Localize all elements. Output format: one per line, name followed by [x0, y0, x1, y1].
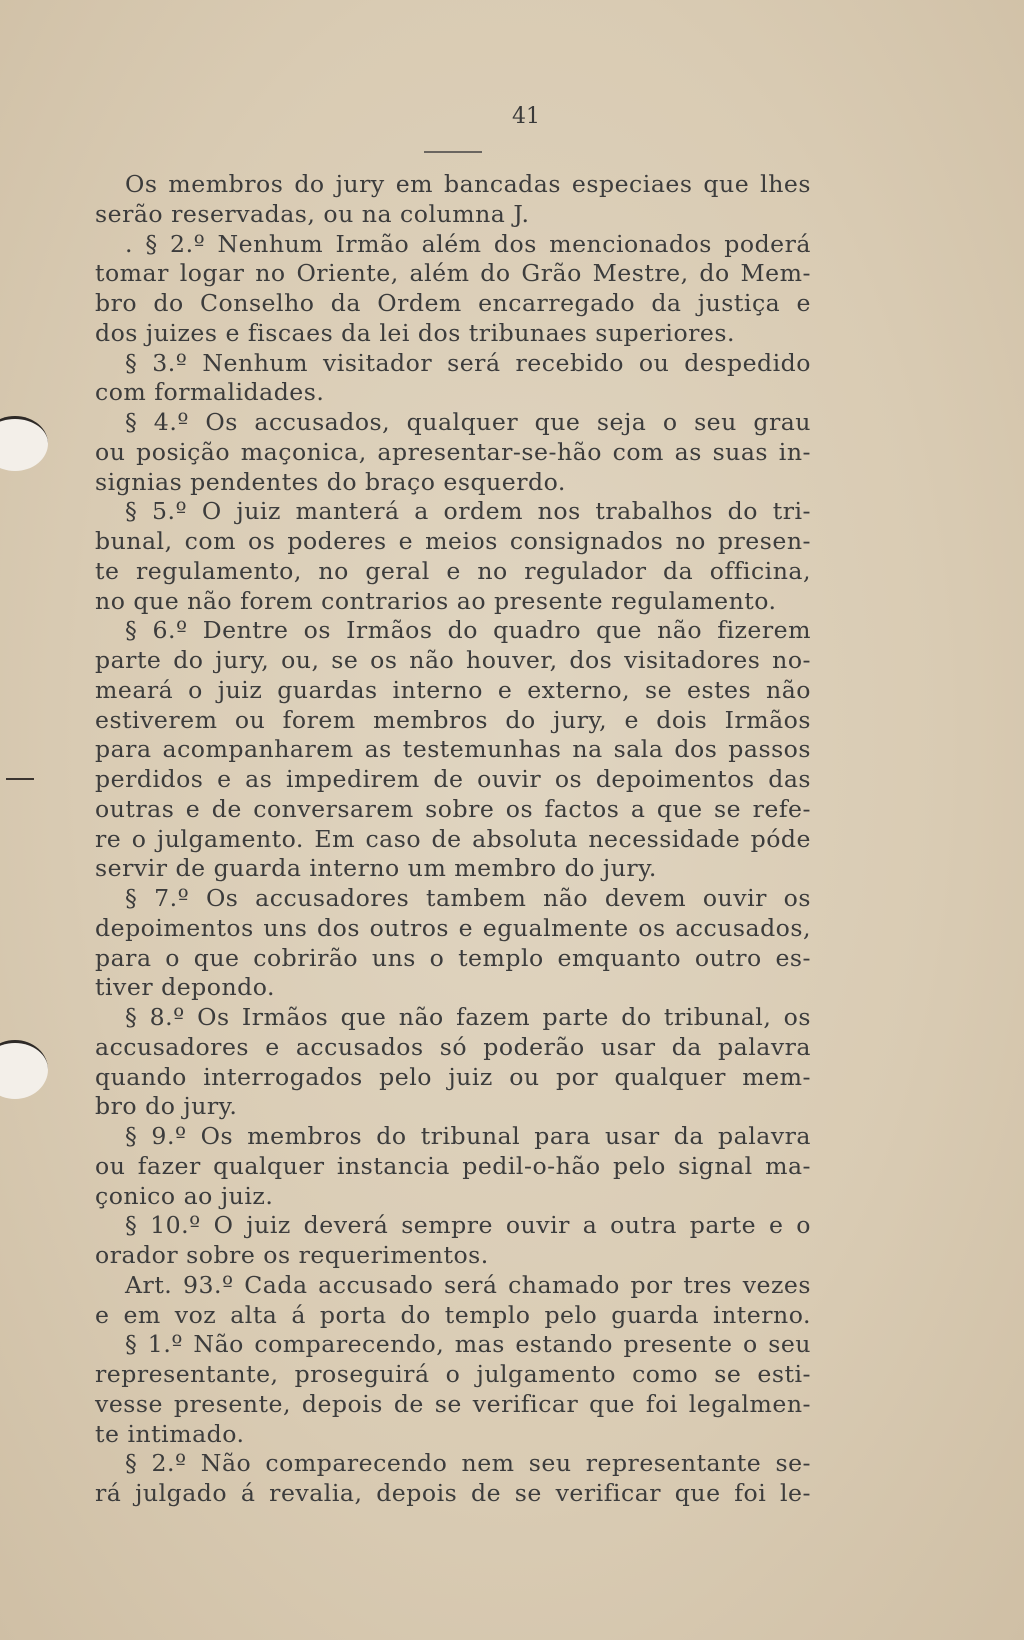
text-line: servir de guarda interno um membro do jury. [95, 854, 657, 883]
text-line: parte do jury, ou, se os não houver, dos visitadores no- [95, 646, 811, 674]
text-line: Art. 93.º Cada accusado será chamado por tres vezes [125, 1270, 811, 1299]
text-line: para o que cobrirão uns o templo emquanto outro es- [95, 943, 811, 972]
text-line: § 4.º Os accusados, qualquer que seja o seu grau [125, 408, 811, 436]
text-line: com formalidades. [95, 378, 325, 407]
text-line: dos juizes e fiscaes da lei dos tribunaes superiores. [95, 318, 735, 347]
page-number: 41 [512, 104, 540, 129]
text-line: re o julgamento. Em caso de absoluta necessidade póde [95, 824, 811, 853]
text-line: perdidos e as impedirem de ouvir os depoimentos das [95, 765, 811, 793]
text-line: quando interrogados pelo juiz ou por qualquer mem- [95, 1062, 811, 1091]
text-line: çonico ao juiz. [95, 1181, 274, 1210]
text-line: § 7.º Os accusadores tambem não devem ouvir os [125, 884, 811, 912]
text-line: bro do Conselho da Ordem encarregado da justiça e [95, 289, 811, 317]
text-line: § 2.º Não comparecendo nem seu representante se- [125, 1449, 811, 1478]
text-line: accusadores e accusados só poderão usar da palavra [95, 1032, 811, 1061]
text-line: rá julgado á revalia, depois de se verificar que foi le- [95, 1479, 811, 1507]
text-line: § 1.º Não comparecendo, mas estando presente o seu [125, 1330, 811, 1359]
text-line: depoimentos uns dos outros e egualmente os accusados, [95, 913, 811, 942]
text-line: ou fazer qualquer instancia pedil-o-hão pelo signal ma- [95, 1151, 811, 1180]
text-line: § 10.º O juiz deverá sempre ouvir a outra parte e o [125, 1211, 811, 1240]
text-line: serão reservadas, ou na columna J. [95, 199, 530, 228]
text-line: § 3.º Nenhum visitador será recebido ou despedido [125, 348, 811, 377]
text-line: para acompanharem as testemunhas na sala dos passos [95, 735, 811, 764]
text-line: § 9.º Os membros do tribunal para usar da palavra [125, 1122, 811, 1150]
text-line: ou posição maçonica, apresentar-se-hão com as suas in- [95, 437, 811, 466]
text-line: orador sobre os requerimentos. [95, 1241, 489, 1269]
body-text [95, 170, 811, 1509]
text-line: te regulamento, no geral e no regulador da officina, [95, 556, 811, 585]
text-line: . § 2.º Nenhum Irmão além dos mencionados poderá [125, 229, 811, 258]
punch-hole [0, 416, 48, 471]
text-line: vesse presente, depois de se verificar que foi legalmen- [95, 1389, 811, 1418]
text-line: bunal, com os poderes e meios consignados no presen- [95, 527, 811, 555]
text-line: representante, proseguirá o julgamento como se esti- [95, 1360, 811, 1388]
text-line: no que não forem contrarios ao presente regulamento. [95, 586, 777, 615]
text-line: § 8.º Os Irmãos que não fazem parte do tribunal, os [125, 1003, 811, 1031]
text-line: tiver depondo. [95, 973, 276, 1002]
margin-mark [6, 778, 34, 780]
header-rule [424, 151, 482, 153]
text-line: § 5.º O juiz manterá a ordem nos trabalhos do tri- [125, 497, 811, 526]
text-line: te intimado. [95, 1419, 245, 1448]
text-line: outras e de conversarem sobre os factos a que se refe- [95, 794, 811, 823]
text-line: signias pendentes do braço esquerdo. [95, 467, 566, 496]
text-line: meará o juiz guardas interno e externo, se estes não [95, 675, 811, 704]
text-line: tomar logar no Oriente, além do Grão Mestre, do Mem- [95, 259, 811, 288]
text-line: estiverem ou forem membros do jury, e dois Irmãos [95, 705, 811, 734]
text-line: e em voz alta á porta do templo pelo guarda interno. [95, 1300, 811, 1329]
text-line: § 6.º Dentre os Irmãos do quadro que não fizerem [125, 616, 811, 645]
punch-hole [0, 1040, 48, 1099]
text-line: Os membros do jury em bancadas especiaes que lhes [125, 170, 811, 198]
text-line: bro do jury. [95, 1092, 238, 1121]
